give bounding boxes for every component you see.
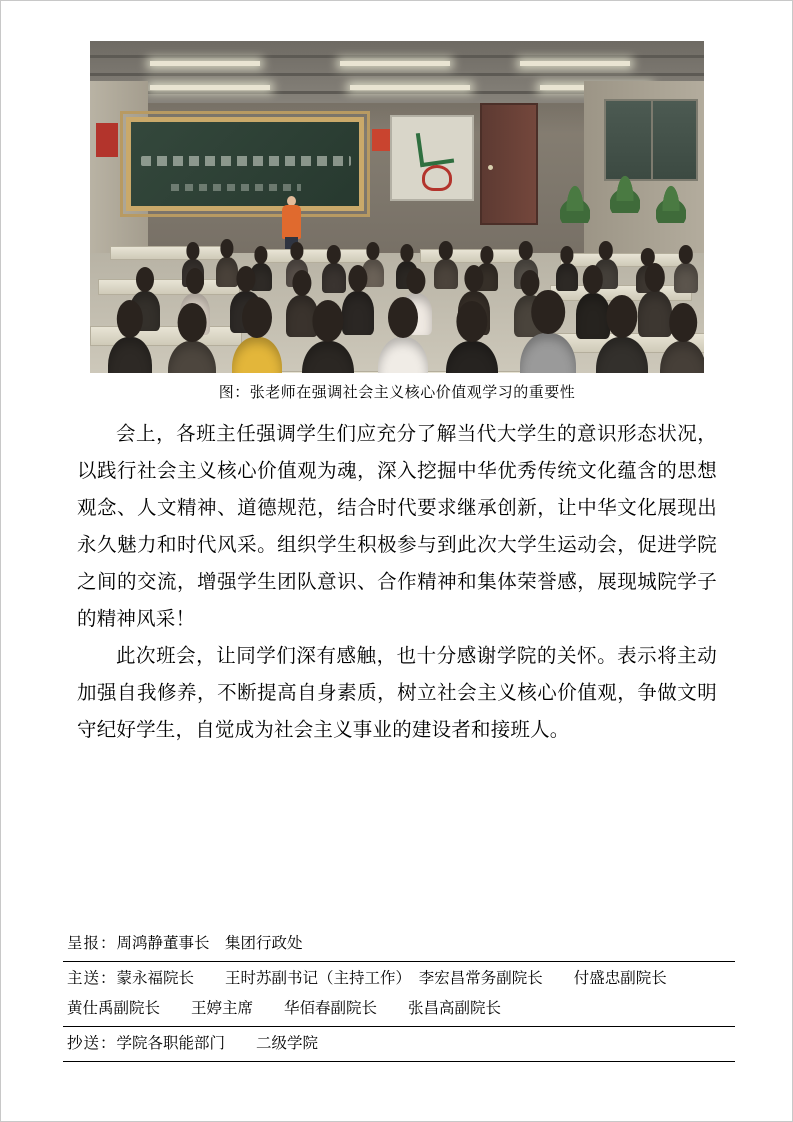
document-content — [77, 41, 717, 749]
send-value-2: 黄仕禹副院长 王婷主席 华佰春副院长 张昌高副院长 — [67, 1000, 502, 1017]
wall-poster-red — [96, 123, 118, 157]
student — [322, 263, 346, 293]
desk — [90, 326, 242, 346]
paragraph-1: 会上，各班主任强调学生们应充分了解当代大学生的意识形态状况，以践行社会主义核心价值观为魂，深入挖掘中华优秀传统文化蕴含的思想观念、人文精神、道德规范，结合时代要求继承创新，让中华文化展现出永久魅力和时代风采。组织学生积极参与到此次大学生运动会，促进学院之间的交流，增强学生团队意识、合作精神和集体荣誉感，展现城院学子的精神风采！ — [77, 424, 717, 630]
copy-label: 抄送： — [67, 1035, 117, 1052]
door — [480, 103, 538, 225]
send-value-1: 蒙永福院长 王时苏副书记（主持工作） 李宏昌常务副院长 付盛忠副院长 — [116, 970, 667, 987]
student — [556, 263, 578, 291]
student — [434, 259, 458, 289]
paragraph-2: 此次班会，让同学们深有感触，也十分感谢学院的关怀。表示将主动加强自我修养，不断提高自身素质，树立社会主义核心价值观，争做文明守纪好学生，自觉成为社会主义事业的建设者和接班人。 — [77, 646, 717, 741]
photo-scene — [90, 41, 704, 373]
whiteboard — [390, 115, 474, 201]
divider-3 — [63, 1061, 735, 1062]
plant-1 — [560, 179, 590, 223]
desk — [110, 246, 232, 260]
student — [576, 293, 610, 339]
blackboard — [126, 117, 364, 211]
copy-row — [63, 1029, 735, 1059]
plant-3 — [656, 179, 686, 223]
report-label: 呈报： — [67, 935, 117, 952]
distribution-block — [63, 929, 735, 1064]
student — [342, 291, 374, 335]
student — [674, 263, 698, 293]
copy-value: 学院各职能部门 二级学院 — [116, 1035, 319, 1052]
teacher-body — [282, 205, 301, 239]
send-row-1 — [63, 964, 735, 994]
divider-1 — [63, 961, 735, 962]
report-row — [63, 929, 735, 959]
wall-poster-small — [372, 129, 390, 151]
figure-caption: 图：张老师在强调社会主义核心价值观学习的重要性 — [218, 385, 576, 401]
send-row-2 — [63, 994, 735, 1024]
classroom-photo — [90, 41, 704, 373]
report-value: 周鸿静董事长 集团行政处 — [116, 935, 303, 952]
divider-2 — [63, 1026, 735, 1027]
desk — [260, 249, 372, 263]
student — [216, 257, 238, 287]
desk — [420, 249, 532, 263]
send-label: 主送： — [67, 970, 117, 987]
student — [638, 291, 672, 337]
desk — [560, 253, 682, 267]
plant-2 — [610, 169, 640, 213]
